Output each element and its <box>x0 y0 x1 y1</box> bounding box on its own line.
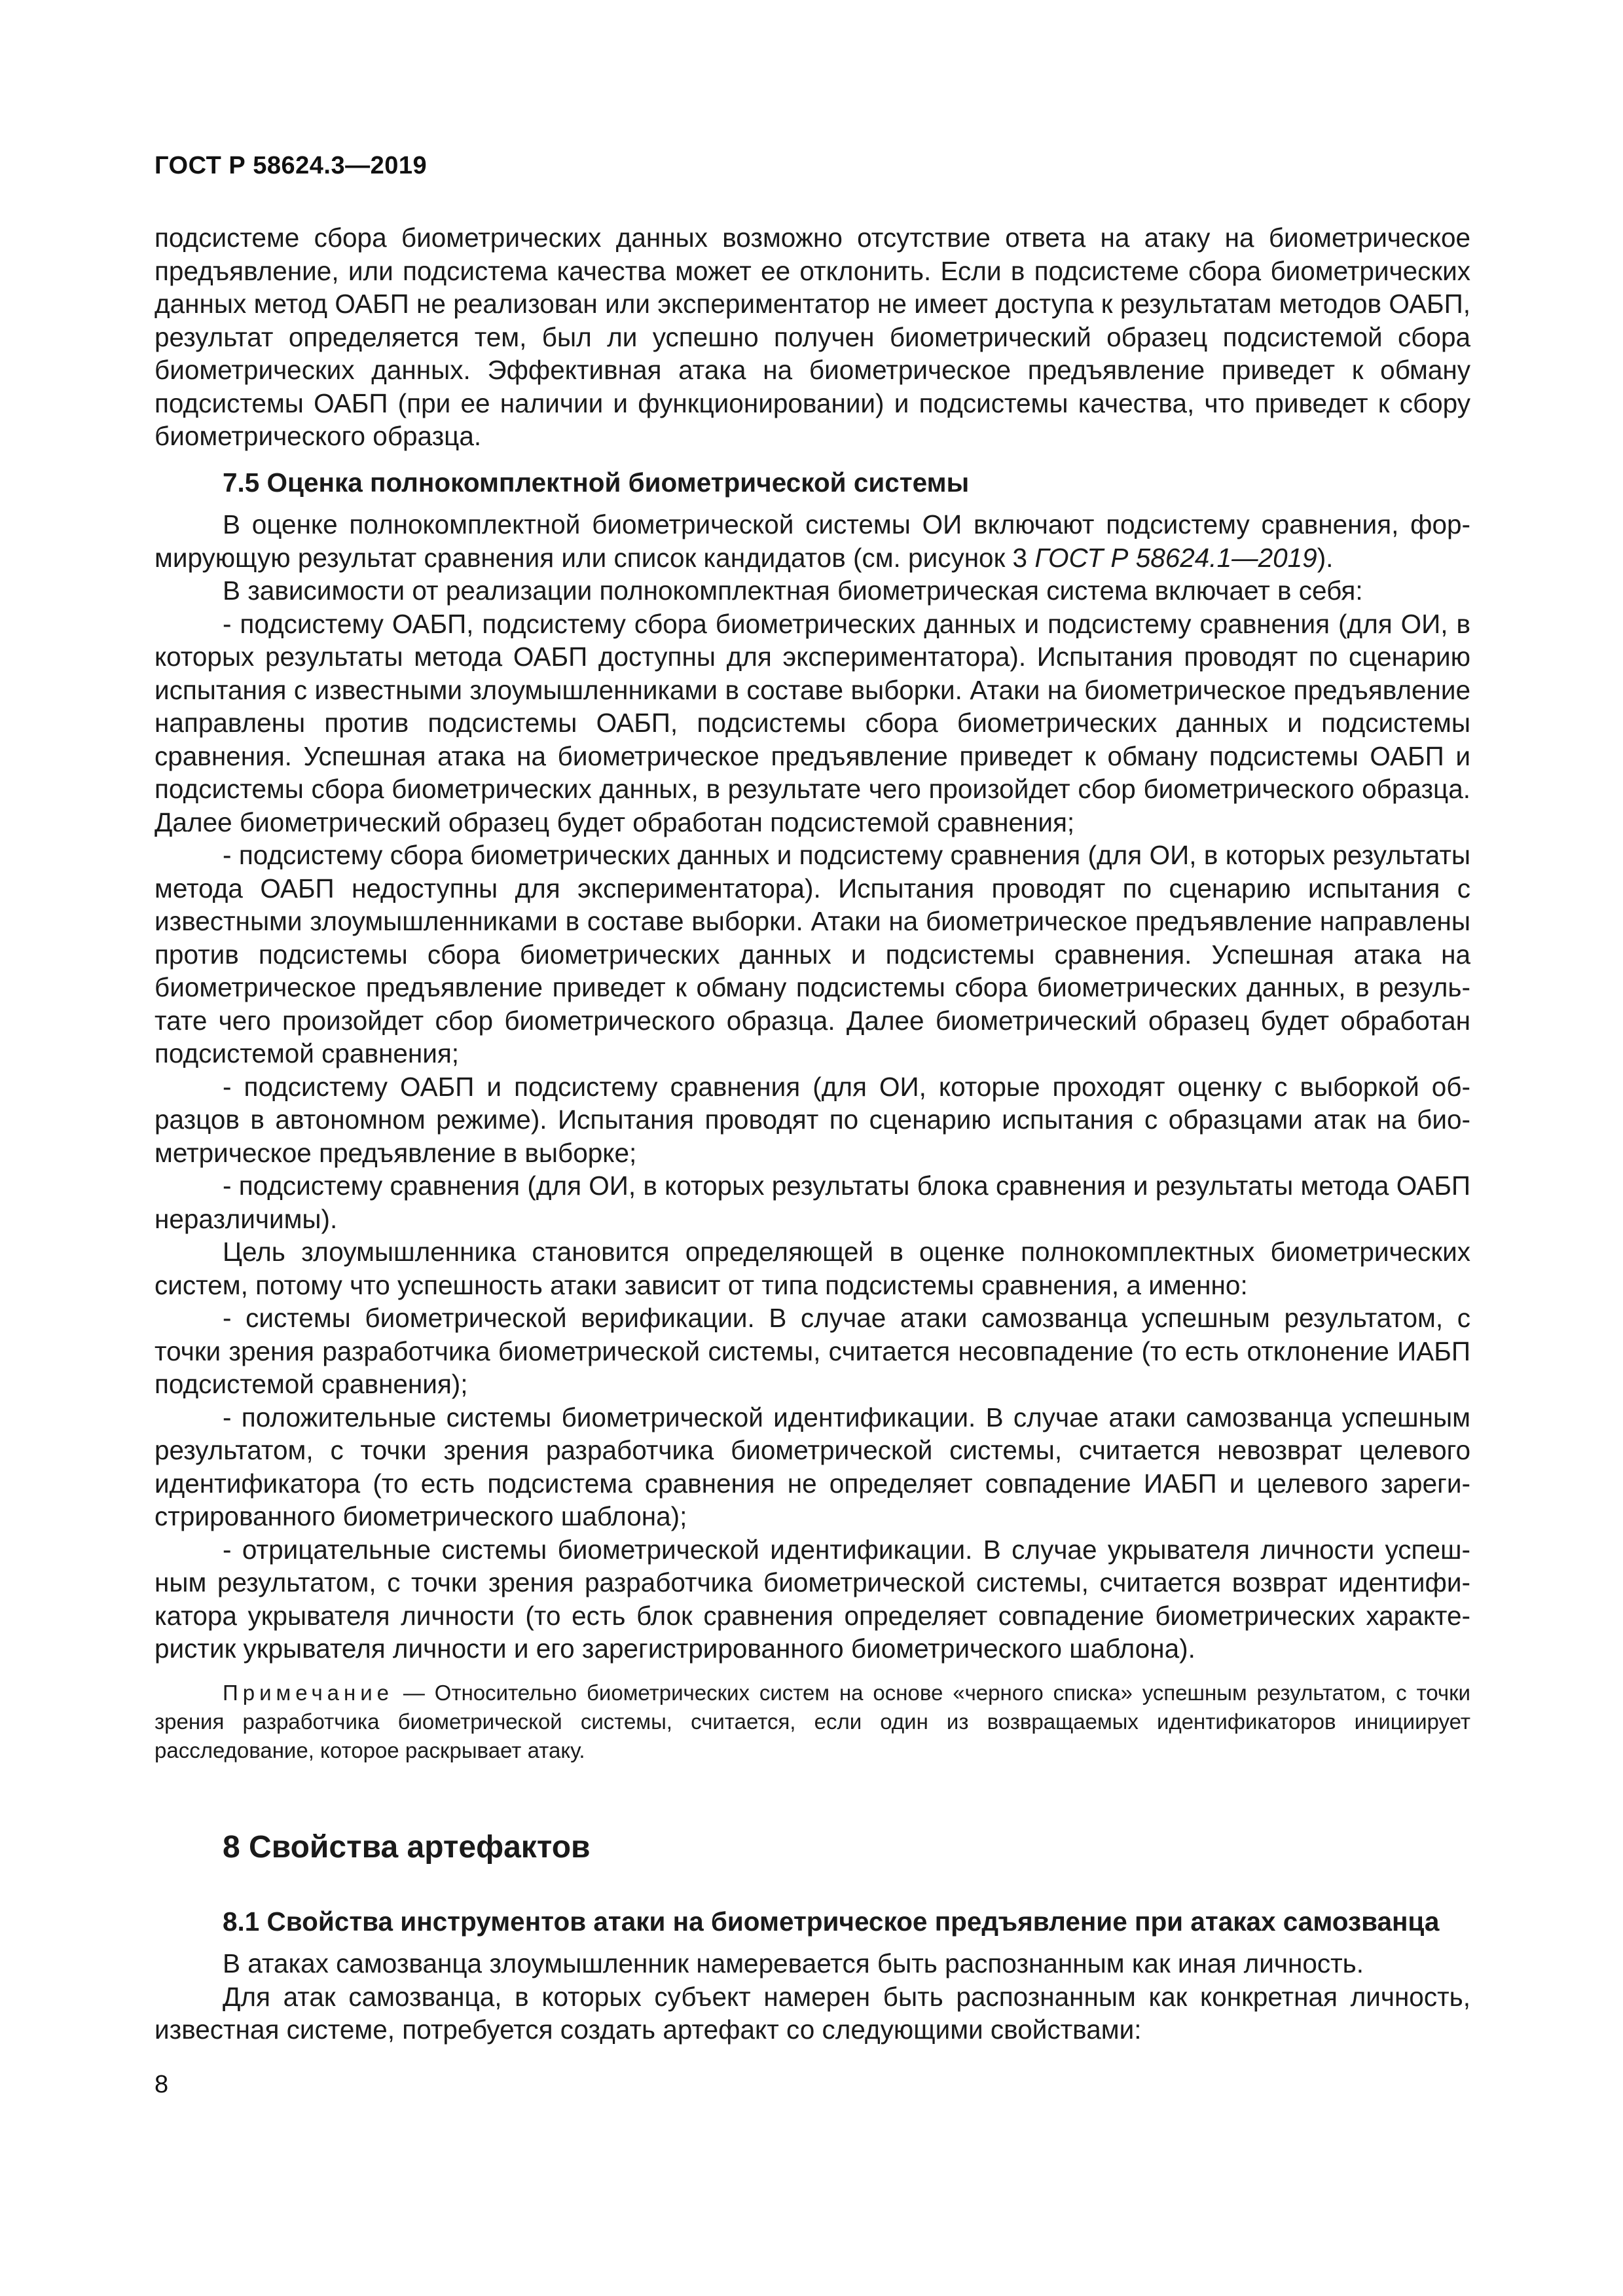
list-item: - системы биометрической верификации. В случае атаки самозванца успешным результатом, с точки зрения разработчика биометрической системы, считается несовпадение (то есть отклонение ИАБП подсистемой сравнения); <box>155 1303 1470 1399</box>
section-heading-8: 8 Свойства артефактов <box>223 1829 591 1865</box>
section-heading-8-1: 8.1 Свойства инструментов атаки на биометрическое предъявление при атаках самозванца <box>223 1906 1440 1937</box>
note-label: Примечание <box>223 1680 394 1705</box>
note <box>155 1679 1470 1765</box>
paragraph: В зависимости от реализации полнокомплектная биометрическая система включает в себя: <box>223 575 1363 606</box>
paragraph: Цель злоумышленника становится определяющей в оценке полнокомплектных биометрических систем, потому что успешность атаки зависит от типа подсистемы сравнения, а именно: <box>155 1237 1470 1300</box>
page-number: 8 <box>155 2071 169 2098</box>
document-body <box>155 221 1470 2047</box>
list-item: - подсистему сбора биометрических данных и подсистему сравнения (для ОИ, в которых результаты метода ОАБП недоступны для экспериментатора). Испытания проводят по сценарию испытания с известными злоумышленниками в составе выборки. Атаки на биометрическое предъявление направлены против подсистемы сбора биометрических данных и подсистемы сравнения. Успешная атака на биометрическое предъявление приведет к обману подсистемы сбора биометрических данных, в результате чего произойдет сбор биометрического образца. Далее биометрический образец будет обработан подсистемой сравнения; <box>155 840 1470 1068</box>
document-header: ГОСТ Р 58624.3—2019 <box>155 152 428 179</box>
list-item: - подсистему сравнения (для ОИ, в которых результаты блока сравнения и результаты метода ОАБП неразличимы). <box>155 1171 1471 1234</box>
standard-reference: ГОСТ Р 58624.1—2019 <box>1034 542 1317 573</box>
list-item: - подсистему ОАБП и подсистему сравнения (для ОИ, которые проходят оценку с выборкой образцов в автономном режиме). Испытания проводят по сценарию испытания с образцами атак на биометрическое предъявление в выборке; <box>155 1071 1470 1168</box>
paragraph: В оценке полнокомплектной биометрической системы ОИ включают подсистему сравнения, формирующую результат сравнения или список кандидатов (см. рисунок 3 ГОСТ Р 58624.1—2019). <box>155 509 1470 573</box>
list-item: - подсистему ОАБП, подсистему сбора биометрических данных и подсистему сравнения (для ОИ, в которых результаты метода ОАБП доступны для экспериментатора). Испытания проводят по сценарию испытания с известными злоумышленниками в составе выборки. Атаки на биометрическое предъявление направлены против подсистемы ОАБП, подсистемы сбора биометрических данных и подсистемы сравнения. Успешная атака на биометрическое предъявление приведет к обману подсистемы ОАБП и подсистемы сбора биометрических данных, в результате чего произойдет сбор биометрического образца. Далее биометрический образец будет обработан подсистемой сравнения; <box>155 608 1470 837</box>
list-item: - отрицательные системы биометрической идентификации. В случае укрывателя личности успешным результатом, с точки зрения разработчика биометрической системы, считается возврат идентификатора укрывателя личности (то есть блок сравнения определяет совпадение биометрических характеристик укрывателя личности и его зарегистрированного биометрического шаблона). <box>155 1534 1470 1664</box>
section-heading-7-5: 7.5 Оценка полнокомплектной биометрической системы <box>223 467 970 498</box>
list-item: - положительные системы биометрической идентификации. В случае атаки самозванца успешным результатом, с точки зрения разработчика биометрической системы, считается невозврат целевого идентификатора (то есть подсистема сравнения не определяет совпадение ИАБП и целевого зарегистрированного биометрического шаблона); <box>155 1402 1470 1531</box>
paragraph: подсистеме сбора биометрических данных возможно отсутствие ответа на атаку на биометрическое предъявление, или подсистема качества может ее отклонить. Если в подсистеме сбора биометрических данных метод ОАБП не реализован или экспериментатор не имеет доступа к результатам методов ОАБП, результат определяется тем, был ли успешно получен биометрический образец подсистемой сбора биометрических данных. Эффективная атака на биометрическое предъявление приведет к обману подсистемы ОАБП (при ее наличии и функционировании) и подсистемы качества, что приведет к сбору биометрического образца. <box>155 223 1470 451</box>
paragraph: Для атак самозванца, в которых субъект намерен быть распознанным как конкретная личность, известная системе, потребуется создать артефакт со следующими свойствами: <box>155 1981 1470 2045</box>
paragraph: В атаках самозванца злоумышленник намеревается быть распознанным как иная личность. <box>223 1948 1364 1978</box>
note-text: — Относительно биометрических систем на основе «черного списка» успешным результатом, с точки зрения разработчика биометрической системы, считается, если один из возвращаемых идентификаторов инициирует расследование, которое раскрывает атаку. <box>155 1680 1470 1762</box>
